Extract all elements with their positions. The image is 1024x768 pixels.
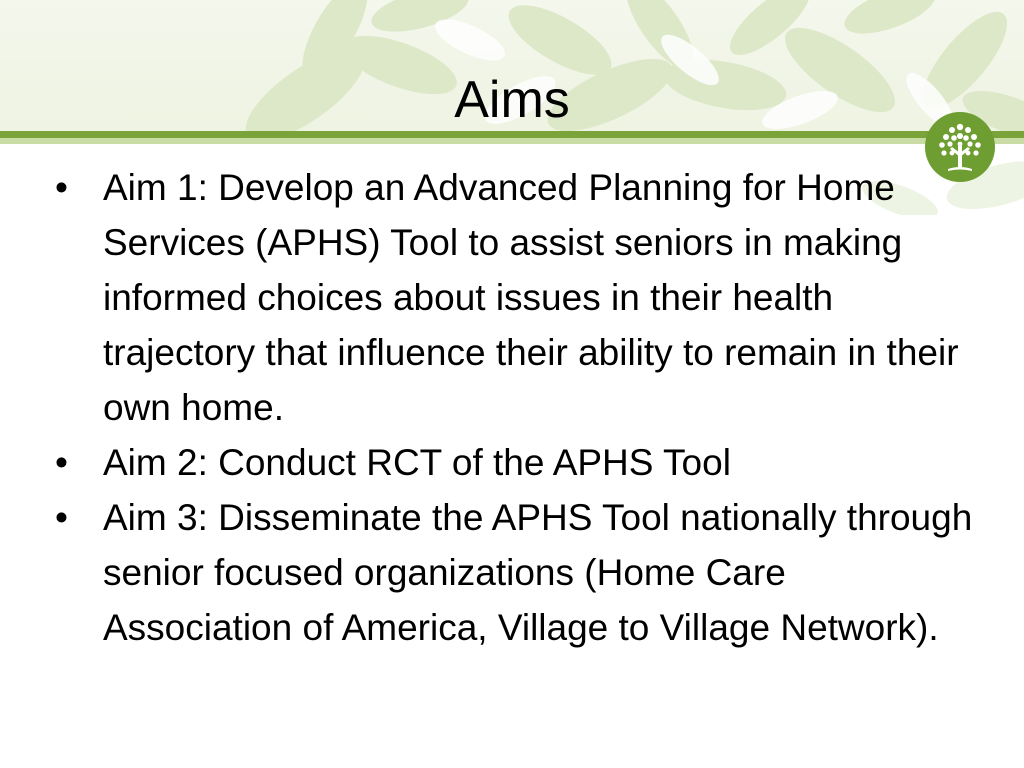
header-rule	[0, 131, 1024, 138]
aim-2-item	[55, 435, 975, 490]
header-rule-light	[0, 138, 1024, 144]
bullet-icon: •	[55, 442, 68, 483]
aim-3-text: Aim 3: Disseminate the APHS Tool nationally through senior focused organizations (Home Care Association of America, Village to Village Network).	[103, 497, 973, 648]
aims-list	[55, 160, 975, 655]
bullet-icon: •	[55, 497, 68, 538]
aim-3-item	[55, 490, 975, 655]
aim-1-text: Aim 1: Develop an Advanced Planning for Home Services (APHS) Tool to assist seniors in making informed choices about issues in their health trajectory that influence their ability to remain in their own home.	[103, 167, 959, 428]
aim-1-item	[55, 160, 975, 435]
slide-title: Aims	[454, 71, 570, 129]
bullet-icon: •	[55, 167, 68, 208]
aim-2-text: Aim 2: Conduct RCT of the APHS Tool	[103, 442, 731, 483]
